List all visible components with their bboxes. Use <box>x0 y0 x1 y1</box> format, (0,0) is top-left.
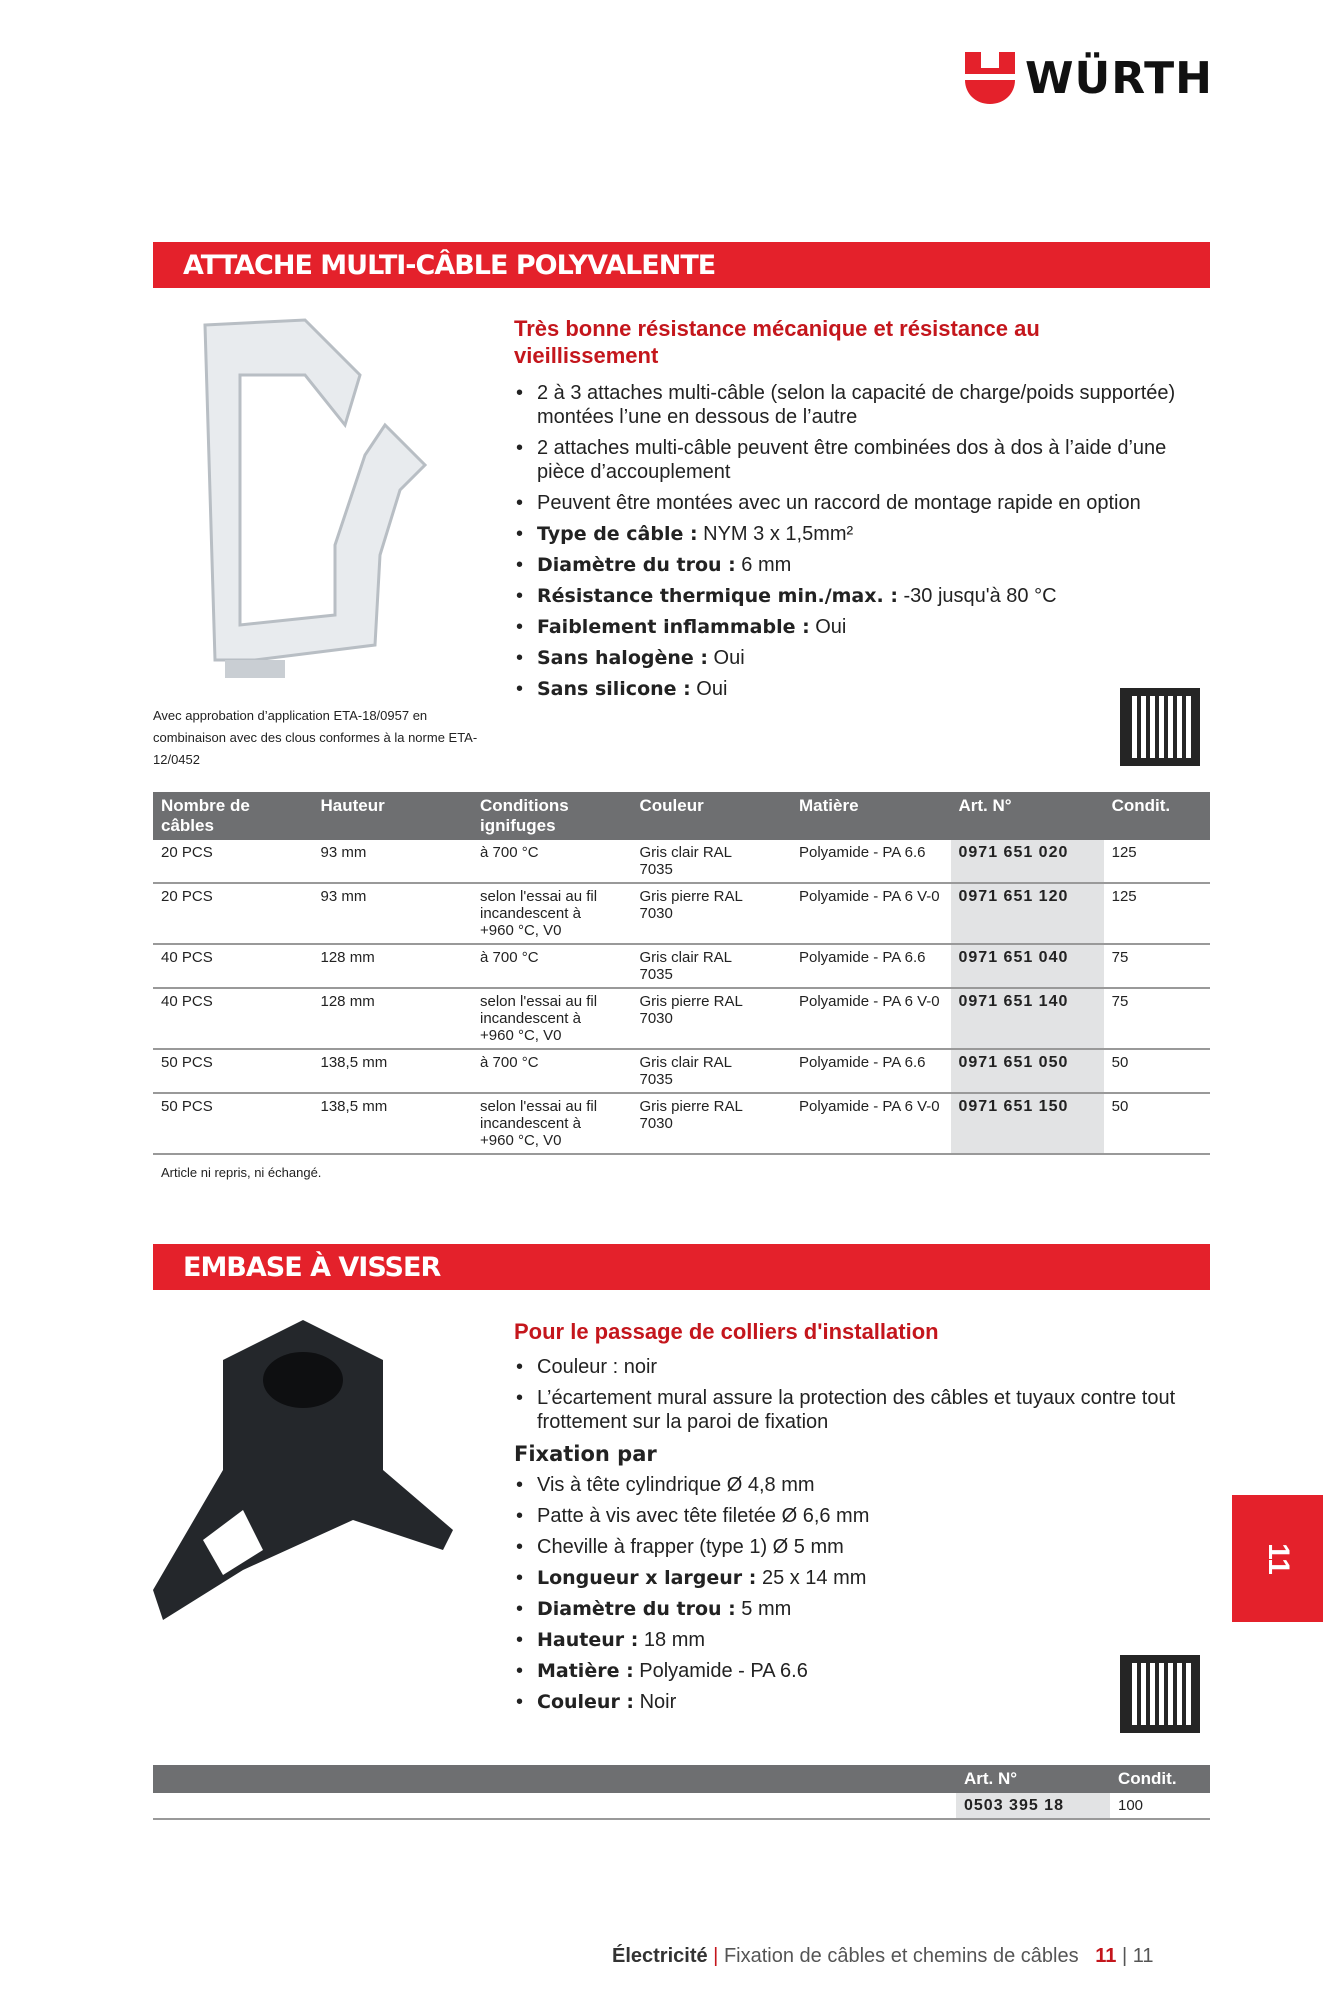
brand-name: WÜRTH <box>1025 52 1214 104</box>
fixation-list <box>514 1473 1214 1714</box>
qr-code-2[interactable] <box>1120 1655 1200 1733</box>
table-cell: Polyamide - PA 6.6 <box>791 944 951 988</box>
qr-code-1[interactable] <box>1120 688 1200 766</box>
feature-label: Couleur : <box>537 1691 635 1713</box>
feature-text: Cheville à frapper (type 1) Ø 5 mm <box>537 1536 844 1558</box>
table-cell: Gris pierre RAL 7030 <box>632 988 792 1049</box>
column-header: Nombre de câbles <box>153 792 313 840</box>
chapter-tab[interactable] <box>1232 1495 1323 1622</box>
table-cell: 40 PCS <box>153 988 313 1049</box>
column-header: Matière <box>791 792 951 840</box>
wurth-logo <box>965 52 1213 104</box>
table-cell: 128 mm <box>313 944 473 988</box>
product-table-2 <box>153 1765 1210 1820</box>
table-cell: Gris clair RAL 7035 <box>632 840 792 883</box>
feature-text: Oui <box>690 678 728 700</box>
table-row <box>153 883 1210 944</box>
table-cell: Polyamide - PA 6 V-0 <box>791 988 951 1049</box>
feature-text: 2 attaches multi-câble peuvent être combinées dos à dos à l’aide d’une pièce d’accouplement <box>537 437 1167 483</box>
table-cell: 125 <box>1104 883 1210 944</box>
table-row <box>153 944 1210 988</box>
feature-label: Longueur x largeur : <box>537 1567 757 1589</box>
feature-item <box>514 436 1214 484</box>
feature-text: Oui <box>707 647 745 669</box>
table-cell: selon l'essai au fil incandescent à +960 °C, V0 <box>472 1093 632 1154</box>
section1-features <box>514 381 1214 701</box>
table-cell: à 700 °C <box>472 944 632 988</box>
feature-item <box>514 1597 1214 1621</box>
footer-category: Électricité <box>612 1945 708 1967</box>
table-cell: 20 PCS <box>153 883 313 944</box>
feature-text: Patte à vis avec tête filetée Ø 6,6 mm <box>537 1505 870 1527</box>
feature-label: Sans silicone : <box>537 678 691 700</box>
article-number[interactable]: 0971 651 140 <box>951 988 1104 1049</box>
feature-item <box>514 677 1214 701</box>
approval-caption: Avec approbation d’application ETA-18/0957 en combinaison avec des clous conformes à la norme ETA-12/0452 <box>153 708 478 767</box>
feature-text: Vis à tête cylindrique Ø 4,8 mm <box>537 1474 815 1496</box>
page-number: 11 <box>1095 1945 1117 1967</box>
feature-item <box>514 1659 1214 1683</box>
footer-separator: | <box>713 1945 719 1967</box>
feature-label: Diamètre du trou : <box>537 1598 736 1620</box>
feature-text: Noir <box>634 1691 677 1713</box>
table-cell: Gris clair RAL 7035 <box>632 1049 792 1093</box>
article-number[interactable]: 0503 395 18 <box>956 1793 1110 1819</box>
table-cell: Gris pierre RAL 7030 <box>632 1093 792 1154</box>
col-condit: Condit. <box>1110 1765 1210 1793</box>
table-cell: Polyamide - PA 6 V-0 <box>791 883 951 944</box>
feature-text: 18 mm <box>638 1629 706 1651</box>
product-table-1 <box>153 792 1210 1155</box>
table-cell: à 700 °C <box>472 1049 632 1093</box>
feature-text: 2 à 3 attaches multi-câble (selon la capacité de charge/poids supportée) montées l’une en dessous de l’autre <box>537 382 1176 428</box>
feature-item <box>514 491 1214 515</box>
article-number[interactable]: 0971 651 040 <box>951 944 1104 988</box>
table-cell: selon l'essai au fil incandescent à +960 °C, V0 <box>472 988 632 1049</box>
feature-text: -30 jusqu'à 80 °C <box>897 585 1057 607</box>
article-number[interactable]: 0971 651 050 <box>951 1049 1104 1093</box>
section1-heading: Très bonne résistance mécanique et résistance au vieillissement <box>514 316 1040 368</box>
table-row <box>153 988 1210 1049</box>
column-header: Condit. <box>1104 792 1210 840</box>
table-cell: 40 PCS <box>153 944 313 988</box>
feature-item <box>514 1355 1214 1379</box>
column-header: Couleur <box>632 792 792 840</box>
footer-subtitle: Fixation de câbles et chemins de câbles <box>723 1945 1079 1967</box>
table-cell: 75 <box>1104 988 1210 1049</box>
section2-features <box>514 1355 1214 1434</box>
col-art-no: Art. N° <box>956 1765 1110 1793</box>
feature-item <box>514 1690 1214 1714</box>
fixation-subheading: Fixation par <box>514 1442 657 1466</box>
chapter-number: 11 <box>1261 1542 1295 1575</box>
feature-item <box>514 1566 1214 1590</box>
feature-text: Peuvent être montées avec un raccord de montage rapide en option <box>537 492 1141 514</box>
pack-quantity: 100 <box>1110 1793 1210 1819</box>
feature-item <box>514 646 1214 670</box>
table-cell: selon l'essai au fil incandescent à +960 °C, V0 <box>472 883 632 944</box>
table-cell: Polyamide - PA 6 V-0 <box>791 1093 951 1154</box>
feature-text: NYM 3 x 1,5mm² <box>697 523 854 545</box>
table-cell: 93 mm <box>313 883 473 944</box>
return-note: Article ni repris, ni échangé. <box>161 1165 322 1180</box>
table-cell: 125 <box>1104 840 1210 883</box>
product-image-screw-base <box>153 1320 453 1625</box>
feature-item <box>514 1628 1214 1652</box>
feature-label: Faiblement inflammable : <box>537 616 810 638</box>
feature-label: Résistance thermique min./max. : <box>537 585 898 607</box>
feature-item <box>514 1386 1214 1434</box>
table-cell: Polyamide - PA 6.6 <box>791 1049 951 1093</box>
feature-text: 25 x 14 mm <box>756 1567 867 1589</box>
section2-title: EMBASE À VISSER <box>153 1244 1210 1290</box>
feature-item <box>514 1504 1214 1528</box>
feature-item <box>514 381 1214 429</box>
article-number[interactable]: 0971 651 020 <box>951 840 1104 883</box>
feature-label: Diamètre du trou : <box>537 554 736 576</box>
feature-text: Polyamide - PA 6.6 <box>633 1660 808 1682</box>
feature-item <box>514 615 1214 639</box>
table-cell: Gris pierre RAL 7030 <box>632 883 792 944</box>
table-cell: 50 PCS <box>153 1093 313 1154</box>
feature-text: Couleur : noir <box>537 1356 658 1378</box>
feature-text: 5 mm <box>735 1598 792 1620</box>
section2-heading: Pour le passage de colliers d'installation <box>514 1319 939 1344</box>
column-header: Hauteur <box>313 792 473 840</box>
feature-label: Hauteur : <box>537 1629 639 1651</box>
wurth-logo-mark-icon <box>965 52 1015 104</box>
feature-label: Sans halogène : <box>537 647 708 669</box>
table-cell: à 700 °C <box>472 840 632 883</box>
table-row <box>153 1093 1210 1154</box>
feature-label: Matière : <box>537 1660 634 1682</box>
table-cell: 50 <box>1104 1093 1210 1154</box>
footer-separator: | <box>1121 1945 1128 1967</box>
feature-text: L’écartement mural assure la protection des câbles et tuyaux contre tout frottement sur la paroi de fixation <box>537 1387 1176 1433</box>
table-cell: 50 PCS <box>153 1049 313 1093</box>
feature-item <box>514 1473 1214 1497</box>
table-cell: 128 mm <box>313 988 473 1049</box>
table-cell: 20 PCS <box>153 840 313 883</box>
table-cell: 138,5 mm <box>313 1049 473 1093</box>
feature-label: Type de câble : <box>537 523 698 545</box>
feature-item <box>514 553 1214 577</box>
table-cell: Polyamide - PA 6.6 <box>791 840 951 883</box>
feature-text: Oui <box>809 616 847 638</box>
page-total: 11 <box>1132 1945 1154 1967</box>
footer <box>612 1945 1154 1968</box>
section1-title: ATTACHE MULTI-CÂBLE POLYVALENTE <box>153 242 1210 288</box>
feature-item <box>514 522 1214 546</box>
table-cell: 93 mm <box>313 840 473 883</box>
column-header: Conditions ignifuges <box>472 792 632 840</box>
article-number[interactable]: 0971 651 150 <box>951 1093 1104 1154</box>
table-cell: 138,5 mm <box>313 1093 473 1154</box>
table-cell: Gris clair RAL 7035 <box>632 944 792 988</box>
table-cell: 75 <box>1104 944 1210 988</box>
table-row <box>153 840 1210 883</box>
table-cell: 50 <box>1104 1049 1210 1093</box>
table-row <box>153 1793 1210 1819</box>
product-image-cable-clip <box>195 315 445 680</box>
feature-item <box>514 584 1214 608</box>
feature-item <box>514 1535 1214 1559</box>
feature-text: 6 mm <box>735 554 792 576</box>
article-number[interactable]: 0971 651 120 <box>951 883 1104 944</box>
column-header: Art. N° <box>951 792 1104 840</box>
table-row <box>153 1049 1210 1093</box>
